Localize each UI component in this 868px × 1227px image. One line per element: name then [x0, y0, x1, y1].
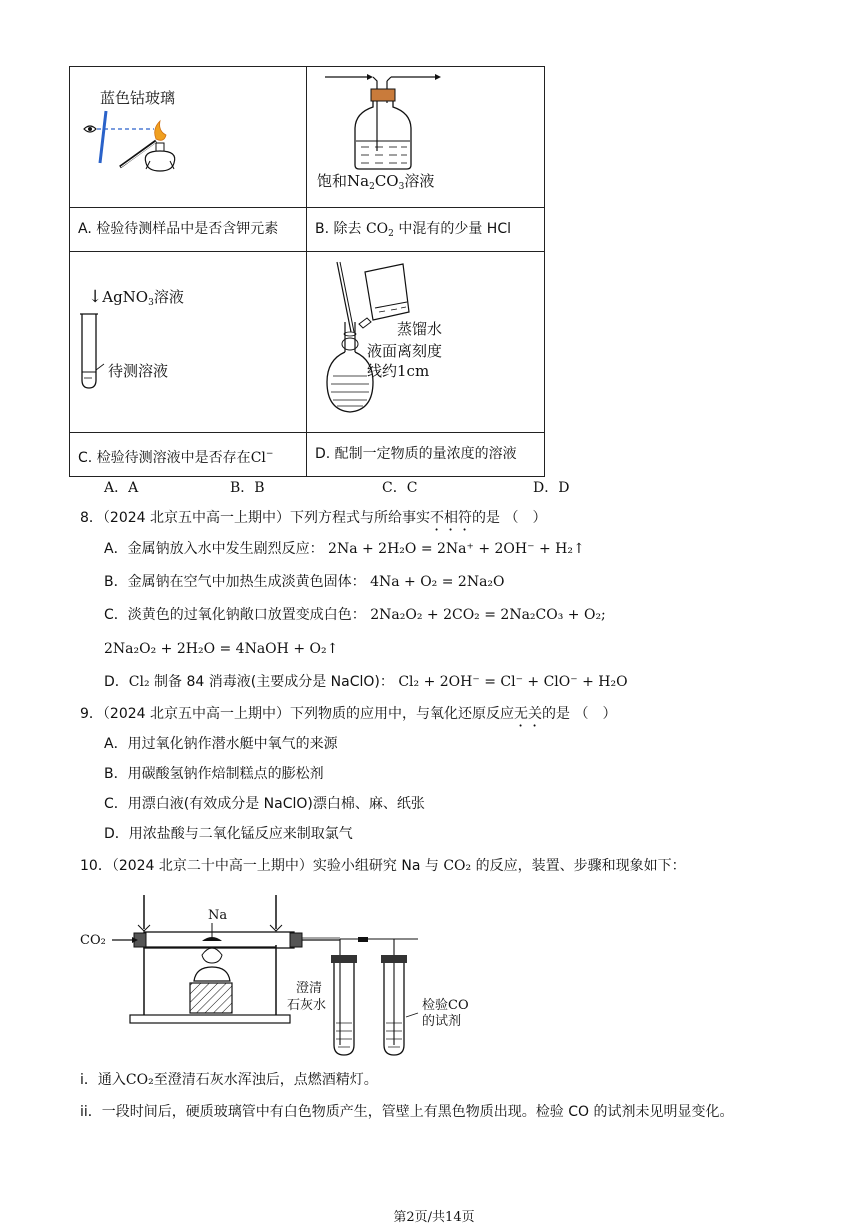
page-number: 第2页/共14页 [393, 1210, 475, 1225]
q7-option-d[interactable]: D．D [533, 480, 570, 496]
q8-option-c-eq2: 2Na₂O₂ + 2H₂O = 4NaOH + O₂↑ [104, 641, 339, 657]
limewater-label-1: 澄清 [296, 981, 323, 996]
caption-a: A. 检验待测样品中是否含钾元素 [78, 221, 279, 237]
q10-step-2: ii．一段时间后，硬质玻璃管中有白色物质产生，管壁上有黑色物质出现。检验 CO 的试剂未见明显变化。 [80, 1104, 734, 1120]
caption-c: C. 检验待测溶液中是否存在Cl− [78, 449, 274, 466]
limewater-label-2: 石灰水 [287, 998, 327, 1013]
cell-b-caption [307, 208, 545, 252]
test-tube-illustration [70, 252, 307, 433]
q7-options-table [69, 66, 545, 477]
liquid-level-label: 液面离刻度 [367, 342, 443, 360]
q10-stem: 10．（2024 北京二十中高一上期中）实验小组研究 Na 与 CO₂ 的反应，装置、步骤和现象如下： [80, 858, 686, 874]
cell-a-figure [70, 67, 307, 208]
cell-c-figure [70, 252, 307, 433]
q8-option-c[interactable]: C．淡黄色的过氧化钠敞口放置变成白色： 2Na₂O₂ + 2CO₂ = 2Na₂CO₃ + O₂; [104, 607, 606, 623]
na-co2-apparatus-figure [78, 885, 423, 1060]
caption-d: D. 配制一定物质的量浓度的溶液 [315, 446, 517, 462]
co-reagent-label-2: 的试剂 [422, 1014, 462, 1029]
na-label: Na [208, 908, 228, 923]
co2-inlet-label: CO₂ [80, 933, 106, 948]
saturated-na2co3-label: 饱和$Na_2CO_3$溶液 [317, 172, 435, 192]
cobalt-glass-label: 蓝色钴玻璃 [100, 89, 176, 107]
caption-b: B. 除去 $CO_2$ 中混有的少量 HCl [315, 221, 512, 239]
q10-step-1: i．通入CO₂至澄清石灰水浑浊后，点燃酒精灯。 [80, 1072, 378, 1088]
q9-option-c[interactable]: C．用漂白液(有效成分是 NaClO)漂白棉、麻、纸张 [104, 796, 425, 812]
about-1cm-label: 线约1cm [367, 362, 430, 380]
q9-option-d[interactable]: D．用浓盐酸与二氧化锰反应来制取氯气 [104, 826, 353, 842]
q9-stem: 9．（2024 北京五中高一上期中）下列物质的应用中，与氧化还原反应无关的是 （ ） [80, 706, 617, 722]
q9-option-a[interactable]: A．用过氧化钠作潜水艇中氧气的来源 [104, 736, 338, 752]
q9-option-b[interactable]: B．用碳酸氢钠作焙制糕点的膨松剂 [104, 766, 324, 782]
agno3-label: ↓AgNO$_3$溶液 [88, 287, 184, 308]
flame-test-illustration [70, 67, 307, 208]
cell-d-figure [307, 252, 545, 433]
q7-option-c[interactable]: C．C [382, 480, 418, 496]
cell-b-figure [307, 67, 545, 208]
q8-stem: 8．（2024 北京五中高一上期中）下列方程式与所给事实不相符的是 （ ） [80, 510, 547, 526]
distilled-water-label: 蒸馏水 [397, 320, 443, 338]
co-reagent-label-1: 检验CO [422, 998, 469, 1013]
cell-a-caption [70, 208, 307, 252]
q7-option-a[interactable]: A．A [104, 480, 139, 496]
q8-option-d[interactable]: D．Cl₂ 制备 84 消毒液(主要成分是 NaClO)： Cl₂ + 2OH⁻ = Cl⁻ + ClO⁻ + H₂O [104, 674, 628, 690]
q7-option-b[interactable]: B．B [230, 480, 265, 496]
q8-option-b[interactable]: B．金属钠在空气中加热生成淡黄色固体： 4Na + O₂ = 2Na₂O [104, 574, 505, 590]
q8-option-a[interactable]: A．金属钠放入水中发生剧烈反应： 2Na + 2H₂O = 2Na⁺ + 2OH⁻ + H₂↑ [104, 541, 585, 557]
test-solution-label: 待测溶液 [108, 362, 169, 380]
cell-c-caption [70, 433, 307, 477]
cell-d-caption [307, 433, 545, 477]
